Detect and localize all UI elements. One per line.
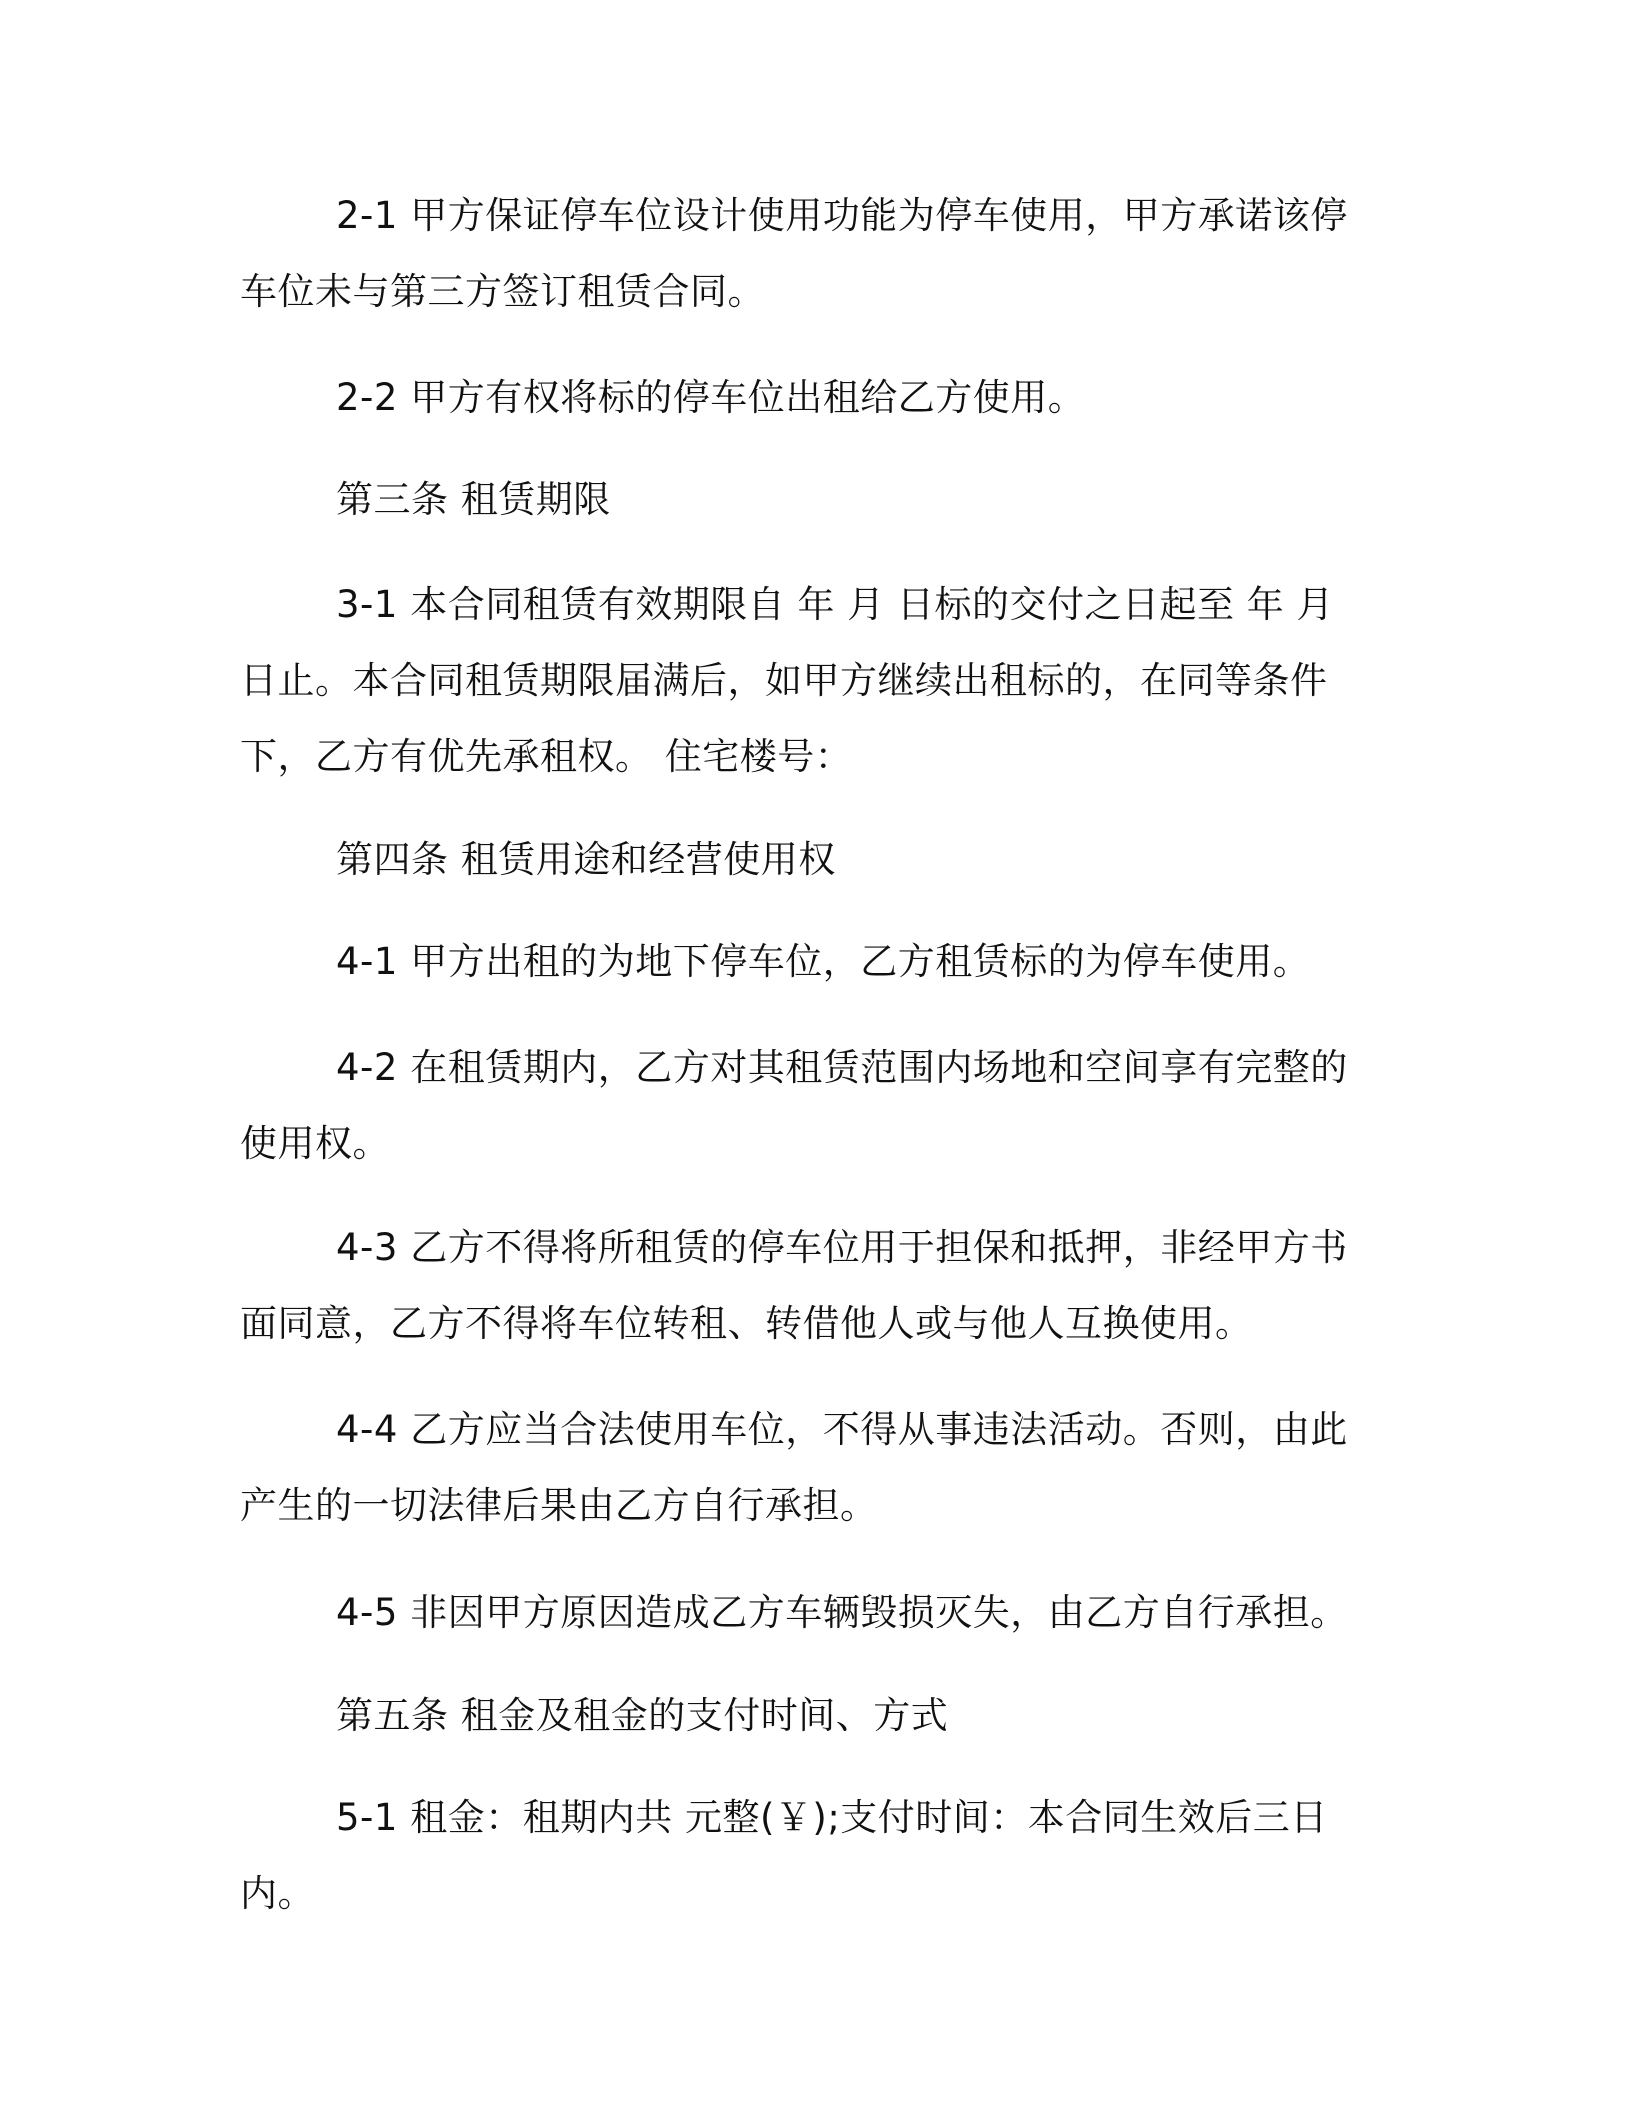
article-5-heading: 第五条 租金及租金的支付时间、方式 — [336, 1694, 949, 1737]
article-4-heading: 第四条 租赁用途和经营使用权 — [336, 838, 836, 881]
clause-3-1: 3-1 本合同租赁有效期限自 年 月 日标的交付之日起至 年 月 日止。本合同租赁期限届满后，如甲方继续出租标的，在同等条件下，乙方有优先承租权。 住宅楼号： — [240, 583, 1334, 778]
clause-4-3: 4-3 乙方不得将所租赁的停车位用于担保和抵押，非经甲方书面同意，乙方不得将车位转租、转借他人或与他人互换使用。 — [240, 1226, 1348, 1345]
clause-4-2: 4-2 在租赁期内，乙方对其租赁范围内场地和空间享有完整的使用权。 — [240, 1046, 1348, 1165]
clause-2-2: 2-2 甲方有权将标的停车位出租给乙方使用。 — [336, 376, 1086, 419]
clause-4-4: 4-4 乙方应当合法使用车位，不得从事违法活动。否则，由此产生的一切法律后果由乙方自行承担。 — [240, 1408, 1348, 1527]
clause-4-1: 4-1 甲方出租的为地下停车位，乙方租赁标的为停车使用。 — [336, 940, 1311, 983]
clause-2-1: 2-1 甲方保证停车位设计使用功能为停车使用，甲方承诺该停车位未与第三方签订租赁合同。 — [240, 194, 1348, 313]
clause-5-1: 5-1 租金：租期内共 元整(￥);支付时间：本合同生效后三日内。 — [240, 1796, 1328, 1915]
clause-4-5: 4-5 非因甲方原因造成乙方车辆毁损灭失，由乙方自行承担。 — [336, 1591, 1348, 1634]
article-3-heading: 第三条 租赁期限 — [336, 478, 611, 521]
